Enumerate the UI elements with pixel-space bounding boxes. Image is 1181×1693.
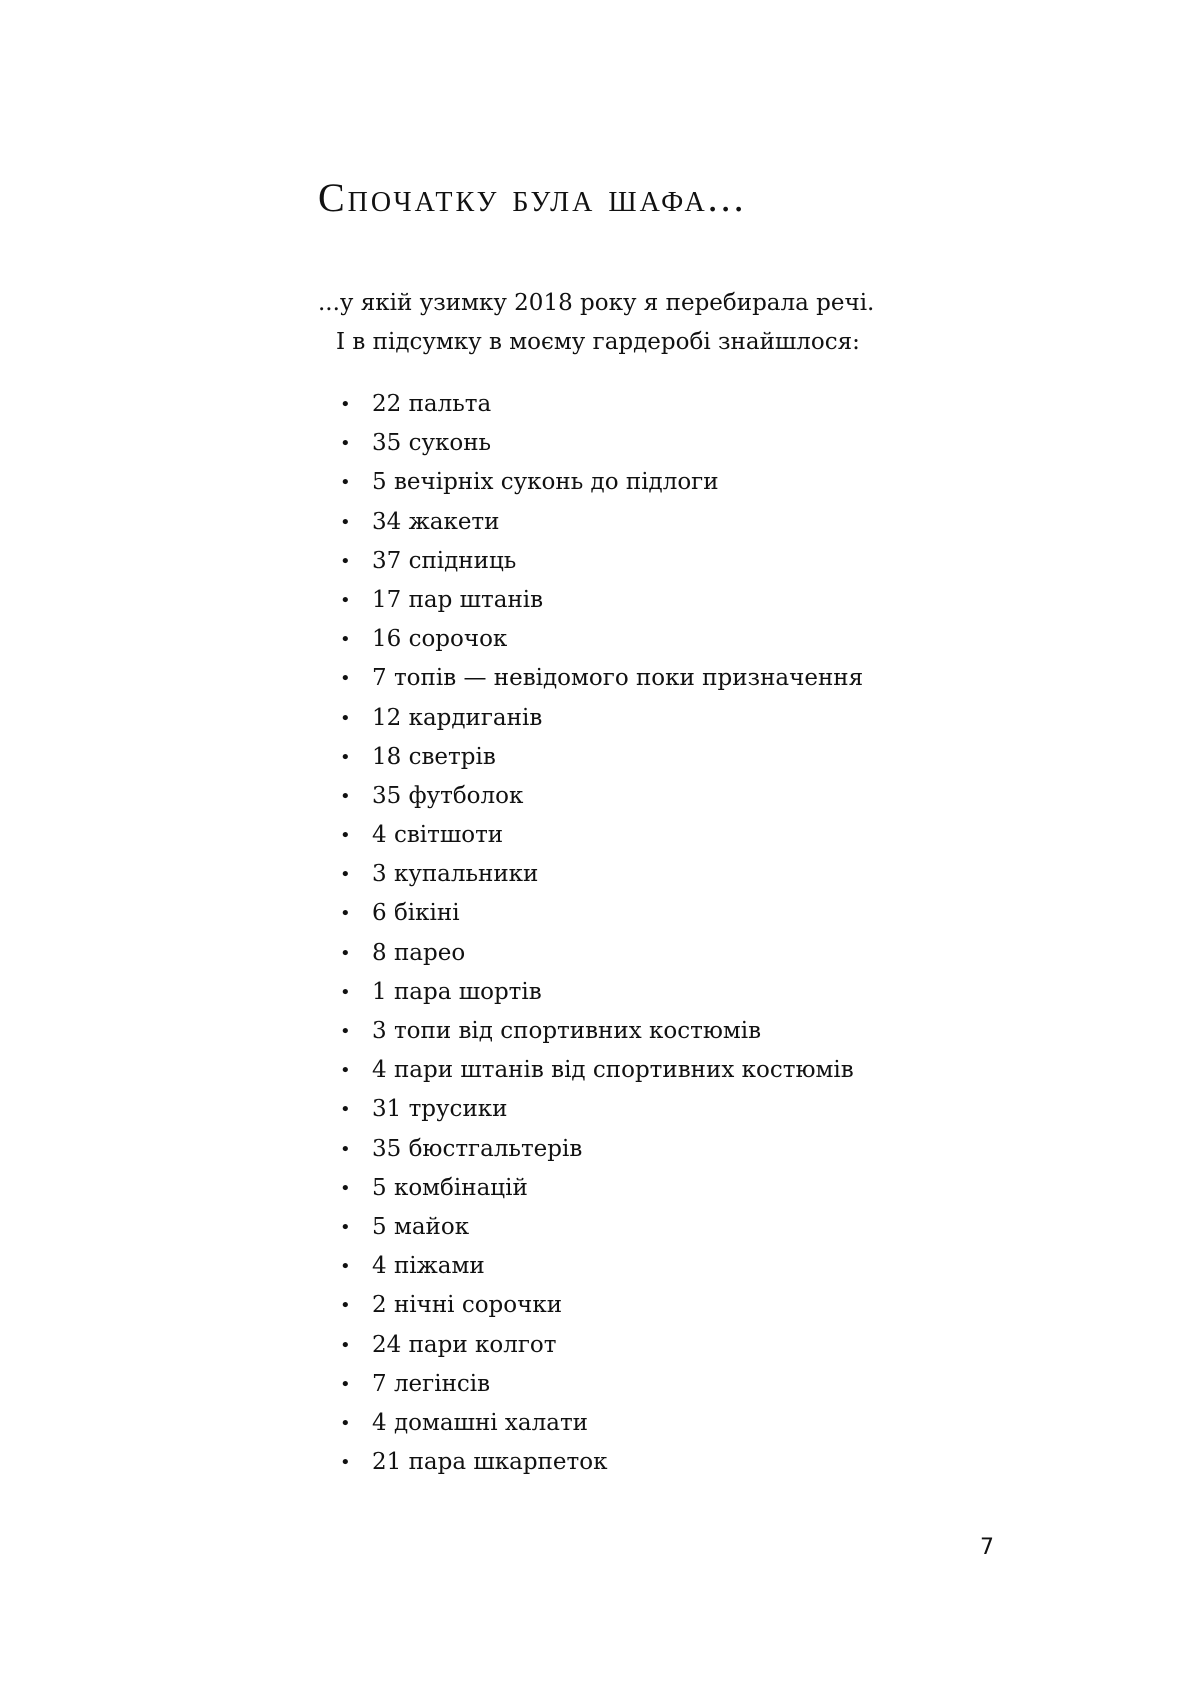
list-item-text: 8 парео bbox=[372, 939, 466, 966]
bullet-icon: • bbox=[340, 589, 351, 611]
bullet-icon: • bbox=[340, 1334, 351, 1356]
bullet-icon: • bbox=[340, 1138, 351, 1160]
list-item-text: 31 трусики bbox=[372, 1096, 508, 1123]
list-item-text: 7 легінсів bbox=[372, 1370, 491, 1397]
bullet-icon: • bbox=[340, 1177, 351, 1199]
list-item-text: 5 вечірніх суконь до підлоги bbox=[372, 469, 719, 496]
list-item-text: 24 пари колгот bbox=[372, 1331, 557, 1358]
list-item-text: 34 жакети bbox=[372, 508, 500, 535]
list-item-text: 5 майок bbox=[372, 1213, 470, 1240]
bullet-icon: • bbox=[340, 903, 351, 925]
intro-line-2: І в підсумку в моєму гардеробі знайшлося: bbox=[336, 329, 860, 355]
bullet-icon: • bbox=[340, 511, 351, 533]
list-item-text: 35 бюстгальтерів bbox=[372, 1135, 583, 1162]
list-item-text: 3 купальники bbox=[372, 861, 539, 888]
bullet-icon: • bbox=[340, 1295, 351, 1317]
bullet-icon: • bbox=[340, 550, 351, 572]
list-item-text: 4 пари штанів від спортивних костюмів bbox=[372, 1057, 854, 1084]
bullet-icon: • bbox=[340, 629, 351, 651]
list-item-text: 17 пар штанів bbox=[372, 586, 544, 613]
list-item-text: 35 суконь bbox=[372, 430, 492, 457]
list-item-text: 37 спідниць bbox=[372, 547, 517, 574]
chapter-title: Спочатку була шафа... bbox=[318, 175, 747, 220]
bullet-icon: • bbox=[340, 668, 351, 690]
bullet-icon: • bbox=[340, 1099, 351, 1121]
list-item-text: 3 топи від спортивних костюмів bbox=[372, 1018, 762, 1044]
bullet-icon: • bbox=[340, 472, 351, 494]
list-item-text: 21 пара шкарпеток bbox=[372, 1449, 608, 1476]
bullet-icon: • bbox=[340, 433, 351, 455]
list-item-text: 35 футболок bbox=[372, 782, 524, 809]
bullet-icon: • bbox=[340, 1060, 351, 1082]
bullet-icon: • bbox=[340, 707, 351, 729]
list-item-text: 7 топів — невідомого поки призначення bbox=[372, 665, 864, 692]
list-item-text: 4 світшоти bbox=[372, 822, 504, 849]
list-item-text: 1 пара шортів bbox=[372, 978, 542, 1005]
list-item-text: 6 бікіні bbox=[372, 900, 460, 927]
list-item-text: 16 сорочок bbox=[372, 626, 508, 653]
bullet-icon: • bbox=[340, 981, 351, 1003]
bullet-icon: • bbox=[340, 785, 351, 807]
list-item-text: 4 домашні халати bbox=[372, 1409, 588, 1436]
bullet-icon: • bbox=[340, 1373, 351, 1395]
bullet-icon: • bbox=[340, 825, 351, 847]
bullet-icon: • bbox=[340, 1256, 351, 1278]
bullet-icon: • bbox=[340, 746, 351, 768]
bullet-icon: • bbox=[340, 1021, 351, 1042]
bullet-icon: • bbox=[340, 942, 351, 964]
intro-paragraph bbox=[318, 284, 874, 362]
list-item-text: 4 піжами bbox=[372, 1253, 485, 1280]
bullet-icon: • bbox=[340, 1216, 351, 1238]
list-item-text: 5 комбінацій bbox=[372, 1174, 528, 1201]
list-item-text: 18 светрів bbox=[372, 743, 496, 770]
list-item-text: 2 нічні сорочки bbox=[372, 1292, 563, 1319]
page-number: 7 bbox=[980, 1535, 994, 1560]
bullet-icon: • bbox=[340, 1412, 351, 1434]
list-item-text: 12 кардиганів bbox=[372, 704, 543, 731]
bullet-icon: • bbox=[340, 1452, 351, 1474]
list-item-text: 22 пальта bbox=[372, 391, 492, 417]
bullet-icon: • bbox=[340, 394, 351, 415]
bullet-icon: • bbox=[340, 864, 351, 886]
intro-line-1: ...у якій узимку 2018 року я перебирала речі. bbox=[318, 290, 875, 316]
